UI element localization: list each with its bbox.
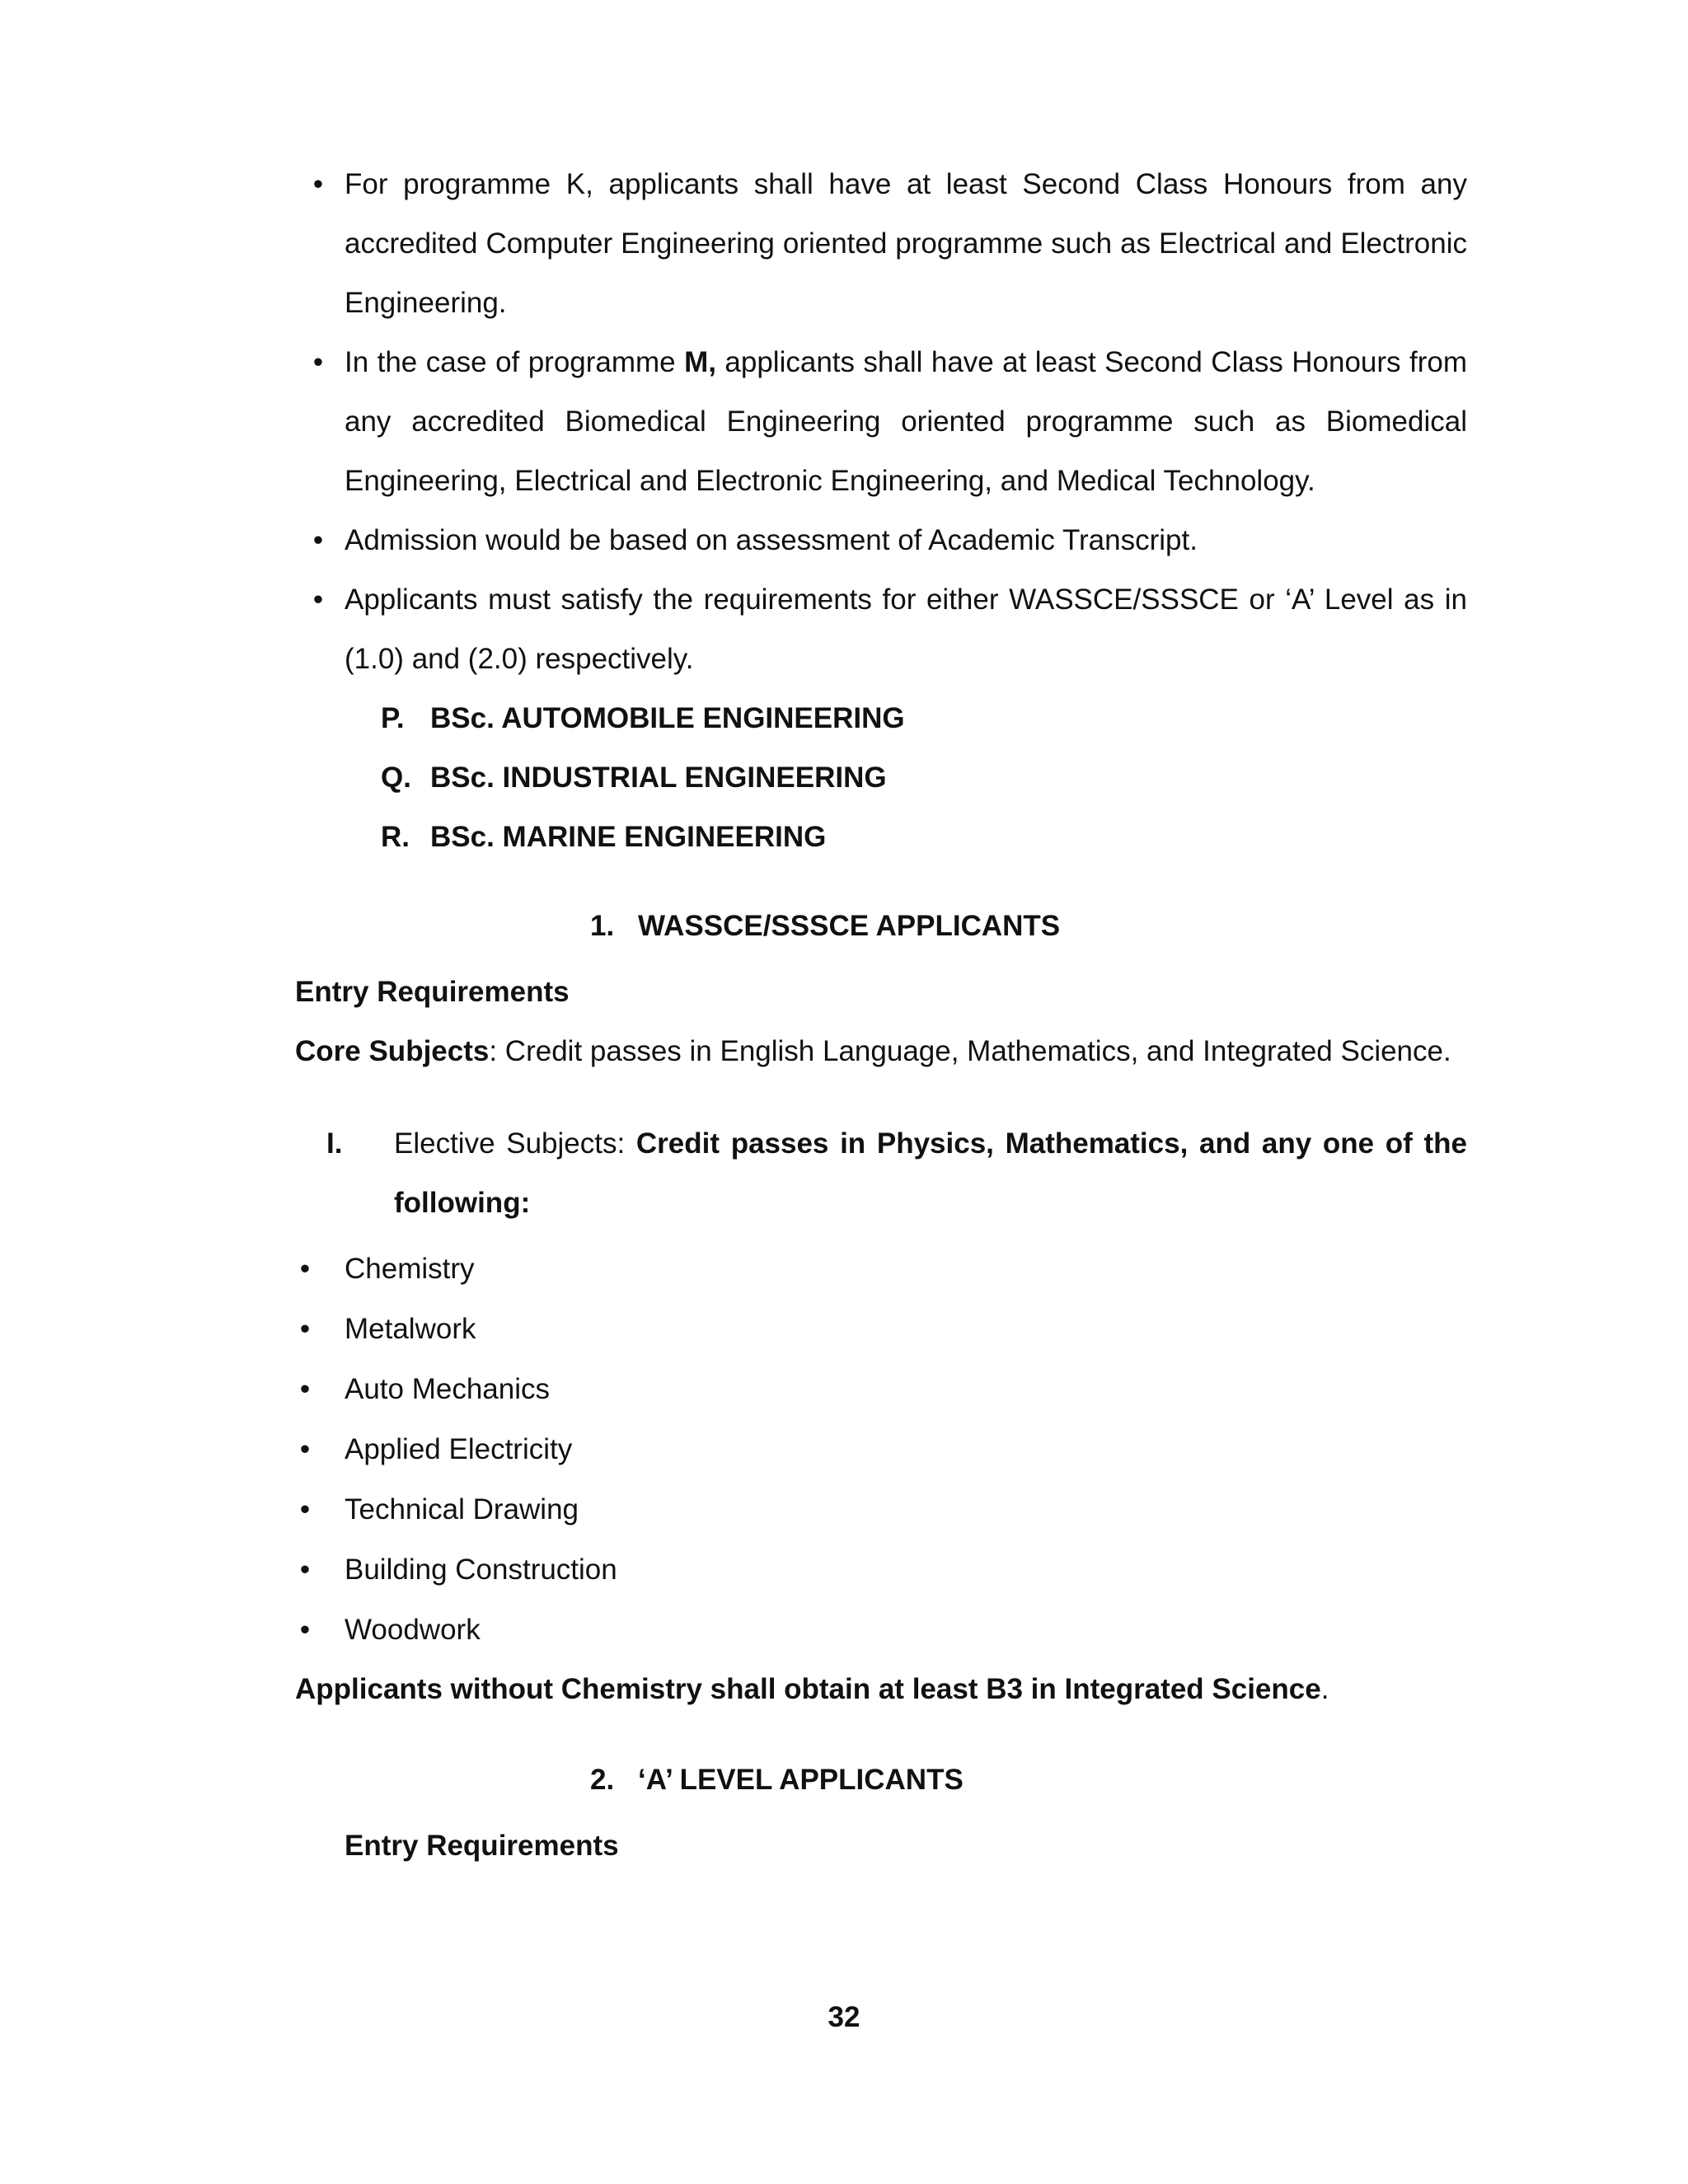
subject-item: Chemistry xyxy=(345,1253,475,1285)
bullet-glyph: • xyxy=(299,1493,311,1526)
section-title: ‘A’ LEVEL APPLICANTS xyxy=(638,1764,964,1796)
subject-item: Metalwork xyxy=(345,1313,476,1345)
requirement-bullet-3: Admission would be based on assessment of Academic Transcript. xyxy=(345,524,1198,556)
programme-m-label: M, xyxy=(684,346,716,378)
programme-name: BSc. AUTOMOBILE ENGINEERING xyxy=(430,702,905,734)
bullet-glyph: • xyxy=(299,1373,311,1405)
entry-requirements-heading: Entry Requirements xyxy=(345,1830,619,1862)
section-number: 1. xyxy=(590,910,615,942)
bullet-glyph: • xyxy=(299,1433,311,1465)
core-subjects-line xyxy=(295,1022,1451,1081)
elective-subjects-requirement: Credit passes in Physics, Mathematics, and any one of the following: xyxy=(394,1127,1468,1219)
requirement-bullet-2-rest: applicants shall have at least Second Class Honours from any accredited Biomedical Engineering oriented programme such as Biomedical Engineering, Electrical and Electronic Engineering, and Medical Technology. xyxy=(345,346,1467,497)
elective-subjects-label: Elective Subjects: xyxy=(394,1127,636,1160)
bullet-glyph: • xyxy=(299,1554,311,1586)
requirement-bullet-4: Applicants must satisfy the requirements for either WASSCE/SSSCE or ‘A’ Level as in (1.0) and (2.0) respectively. xyxy=(345,583,1467,675)
chemistry-note xyxy=(295,1660,1329,1719)
bullet-glyph: • xyxy=(312,346,324,378)
bullet-glyph: • xyxy=(299,1313,311,1345)
chemistry-note-text: Applicants without Chemistry shall obtain at least B3 in Integrated Science xyxy=(295,1673,1321,1705)
bullet-glyph: • xyxy=(312,583,324,616)
programme-name: BSc. MARINE ENGINEERING xyxy=(430,821,827,853)
entry-requirements-heading: Entry Requirements xyxy=(295,976,570,1008)
core-subjects-label: Core Subjects xyxy=(295,1035,490,1067)
page-number: 32 xyxy=(828,2001,860,2033)
subject-item: Building Construction xyxy=(345,1554,617,1586)
requirement-bullet-1: For programme K, applicants shall have at least Second Class Honours from any accredited Computer Engineering oriented programme such as Electrical and Electronic Engineering. xyxy=(345,168,1467,319)
chemistry-note-period: . xyxy=(1320,1673,1329,1705)
subject-item: Auto Mechanics xyxy=(345,1373,551,1405)
programme-letter: Q. xyxy=(381,762,411,794)
section-number: 2. xyxy=(590,1764,615,1796)
bullet-glyph: • xyxy=(312,524,324,556)
elective-subjects-text xyxy=(394,1114,1467,1233)
core-subjects-text: : Credit passes in English Language, Mathematics, and Integrated Science. xyxy=(489,1035,1451,1067)
subject-item: Applied Electricity xyxy=(345,1433,573,1465)
subject-item: Woodwork xyxy=(345,1614,481,1646)
bullet-glyph: • xyxy=(299,1614,311,1646)
requirement-bullet-2-start: In the case of programme xyxy=(345,346,685,378)
section-title: WASSCE/SSSCE APPLICANTS xyxy=(638,910,1061,942)
subject-item: Technical Drawing xyxy=(345,1493,579,1526)
bullet-glyph: • xyxy=(299,1253,311,1285)
programme-name: BSc. INDUSTRIAL ENGINEERING xyxy=(430,762,887,794)
bullet-glyph: • xyxy=(312,168,324,200)
programme-letter: R. xyxy=(381,821,410,853)
programme-letter: P. xyxy=(381,702,405,734)
elective-numeral: I. xyxy=(326,1127,343,1160)
requirement-bullet-2 xyxy=(345,333,1467,511)
